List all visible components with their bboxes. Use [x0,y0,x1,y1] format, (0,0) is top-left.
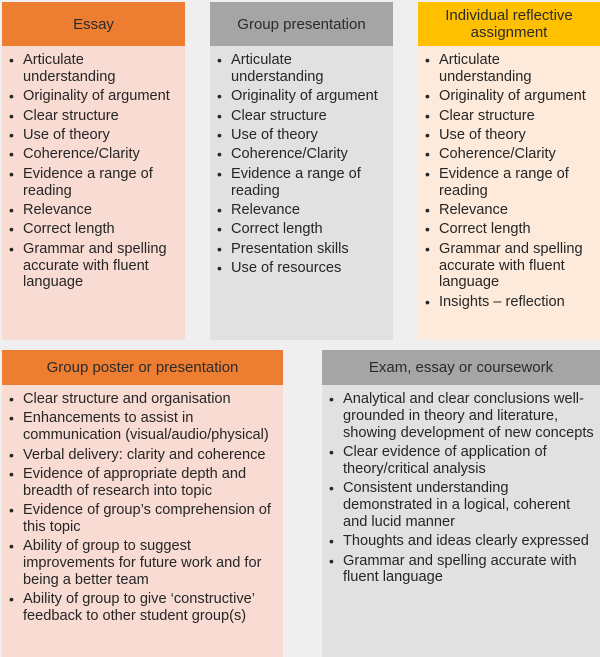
criteria-item: • Insights – reflection [425,294,594,311]
criteria-item: • Coherence/Clarity [217,146,387,163]
group-poster-criteria-box [2,350,283,657]
criteria-item: • Use of theory [425,127,594,144]
essay-criteria-box [2,2,185,340]
criteria-item: • Relevance [425,202,594,219]
criteria-item: • Coherence/Clarity [425,146,594,163]
criteria-item: • Articulate understanding [9,52,179,86]
criteria-item: • Correct length [217,221,387,238]
criteria-item: • Ability of group to give ‘constructive’ feedback to other student group(s) [9,591,277,625]
criteria-item: • Originality of argument [217,88,387,105]
criteria-item: • Grammar and spelling accurate with fluent language [9,241,179,291]
criteria-item: • Relevance [217,202,387,219]
group-poster-criteria-list [9,391,277,625]
criteria-item: • Originality of argument [9,88,179,105]
criteria-item: • Analytical and clear conclusions well-grounded in theory and literature, showing development of new concepts [329,391,594,441]
criteria-item: • Clear evidence of application of theory/critical analysis [329,444,594,478]
individual-reflective-criteria-box [418,2,600,340]
criteria-item: • Use of resources [217,260,387,277]
individual-reflective-criteria-list [425,52,594,311]
criteria-item: • Verbal delivery: clarity and coherence [9,447,277,464]
group-presentation-header: Group presentation [210,2,393,46]
criteria-item: • Correct length [9,221,179,238]
criteria-item: • Relevance [9,202,179,219]
criteria-item: • Evidence a range of reading [9,166,179,200]
criteria-item: • Grammar and spelling accurate with fluent language [425,241,594,291]
criteria-item: • Coherence/Clarity [9,146,179,163]
criteria-item: • Presentation skills [217,241,387,258]
criteria-item: • Evidence a range of reading [425,166,594,200]
criteria-item: • Articulate understanding [217,52,387,86]
criteria-item: • Thoughts and ideas clearly expressed [329,533,594,550]
essay-criteria-list [9,52,179,291]
criteria-item: • Clear structure [425,108,594,125]
group-presentation-criteria-list [217,52,387,277]
criteria-item: • Correct length [425,221,594,238]
criteria-item: • Clear structure [217,108,387,125]
exam-body [322,385,600,657]
criteria-item: • Evidence a range of reading [217,166,387,200]
criteria-item: • Originality of argument [425,88,594,105]
group-poster-header: Group poster or presentation [2,350,283,385]
criteria-item: • Ability of group to suggest improvements for future work and for being a better team [9,538,277,588]
criteria-item: • Evidence of appropriate depth and breadth of research into topic [9,466,277,500]
essay-header: Essay [2,2,185,46]
group-presentation-body [210,46,393,340]
individual-reflective-body [418,46,600,340]
exam-criteria-list [329,391,594,586]
essay-body [2,46,185,340]
criteria-item: • Consistent understanding demonstrated in a logical, coherent and lucid manner [329,480,594,530]
exam-criteria-box [322,350,600,657]
criteria-item: • Use of theory [9,127,179,144]
exam-header: Exam, essay or coursework [322,350,600,385]
group-poster-body [2,385,283,657]
group-presentation-criteria-box [210,2,393,340]
criteria-item: • Evidence of group’s comprehension of this topic [9,502,277,536]
criteria-item: • Enhancements to assist in communication (visual/audio/physical) [9,410,277,444]
criteria-item: • Grammar and spelling accurate with fluent language [329,553,594,587]
criteria-item: • Use of theory [217,127,387,144]
criteria-item: • Clear structure [9,108,179,125]
individual-reflective-header: Individual reflective assignment [418,2,600,46]
criteria-item: • Clear structure and organisation [9,391,277,408]
criteria-item: • Articulate understanding [425,52,594,86]
